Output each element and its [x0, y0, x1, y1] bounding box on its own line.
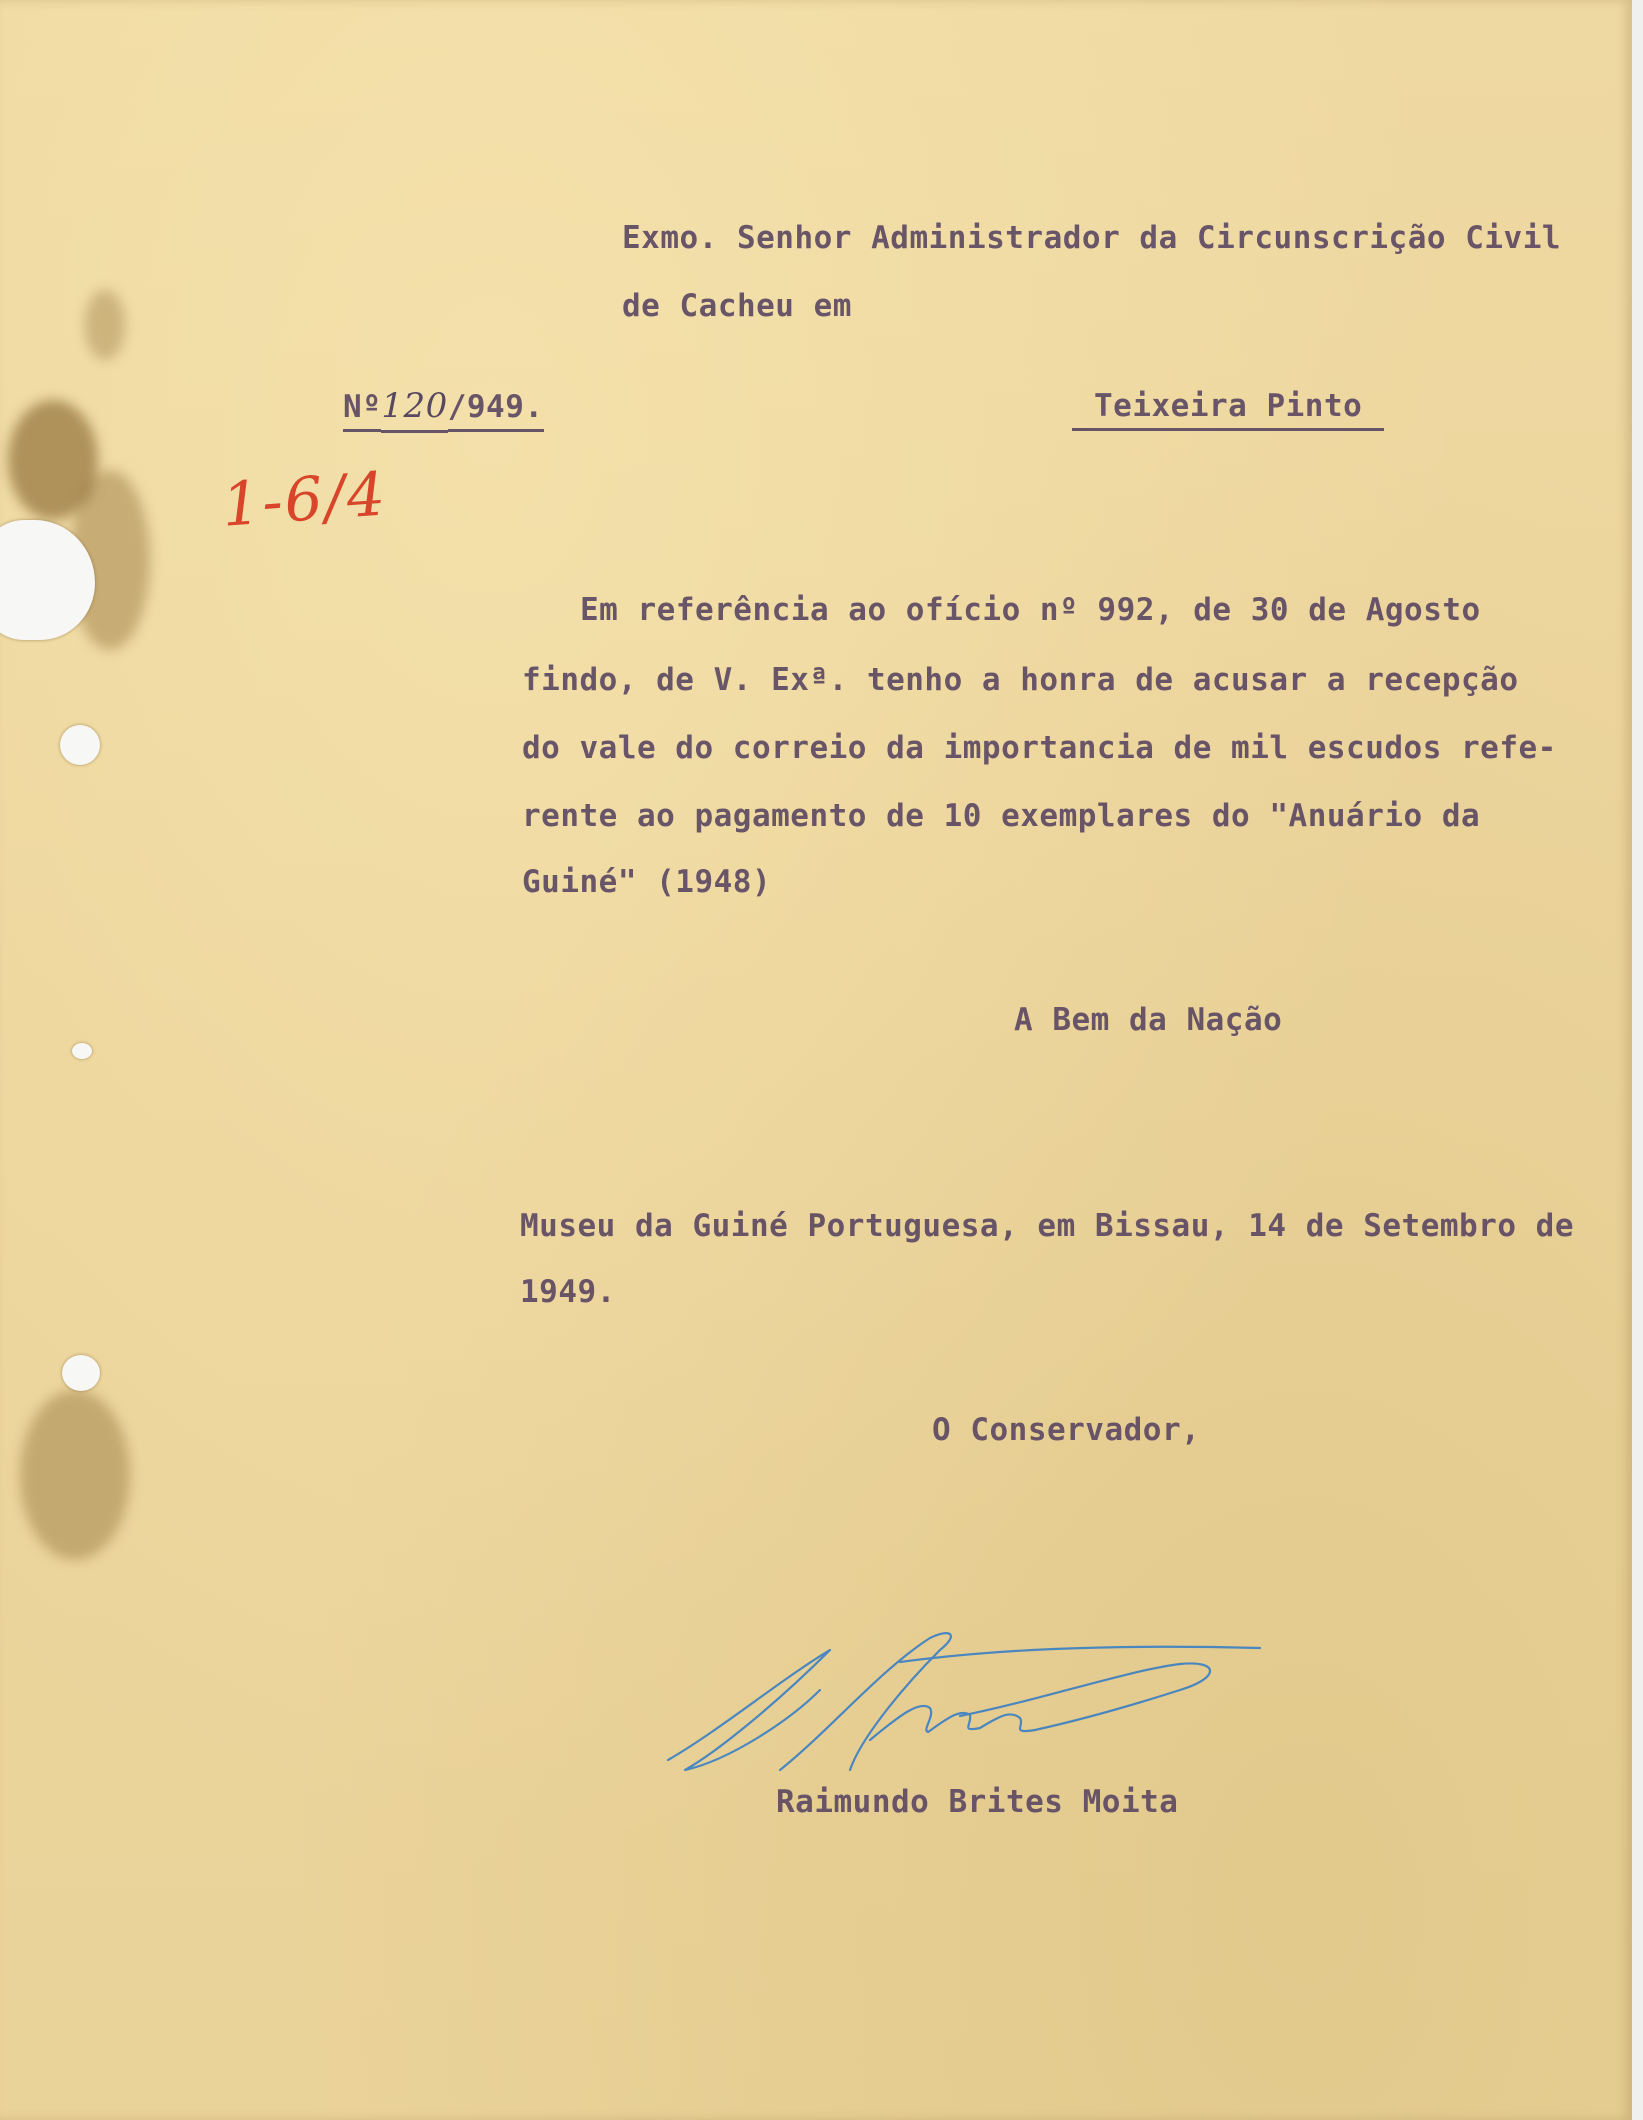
handwritten-annotation: 1-6/4	[219, 459, 390, 541]
place-date-line-2: 1949.	[520, 1274, 616, 1310]
reference-number	[228, 350, 544, 462]
signatory-name: Raimundo Brites Moita	[776, 1784, 1179, 1820]
body-line-2: findo, de V. Exª. tenho a honra de acusar a recepção	[522, 662, 1519, 698]
reference-prefix: Nº	[343, 389, 381, 432]
place-date-line-1: Museu da Guiné Portuguesa, em Bissau, 14 de Setembro de	[520, 1208, 1574, 1244]
body-line-5: Guiné" (1948)	[522, 864, 772, 900]
reference-handwritten-number: 120	[381, 386, 447, 433]
closing-salutation: A Bem da Nação	[1014, 1002, 1283, 1038]
punch-hole	[62, 1355, 100, 1391]
water-stain	[20, 1390, 130, 1560]
water-stain	[85, 290, 125, 360]
body-line-3: do vale do correio da importancia de mil escudos refe-	[522, 730, 1557, 766]
body-line-4: rente ao pagamento de 10 exemplares do "Anuário da	[522, 798, 1481, 834]
signature-drawing	[660, 1620, 1280, 1780]
punch-hole	[72, 1043, 92, 1059]
addressee-city: Teixeira Pinto	[1072, 388, 1384, 431]
body-line-1: Em referência ao ofício nº 992, de 30 de Agosto	[580, 592, 1481, 628]
addressee-line-1: Exmo. Senhor Administrador da Circunscrição Civil	[622, 220, 1562, 256]
reference-year: /949.	[448, 389, 544, 432]
addressee-line-2: de Cacheu em	[622, 288, 852, 324]
punch-hole	[60, 725, 100, 765]
signatory-title: O Conservador,	[932, 1412, 1201, 1448]
